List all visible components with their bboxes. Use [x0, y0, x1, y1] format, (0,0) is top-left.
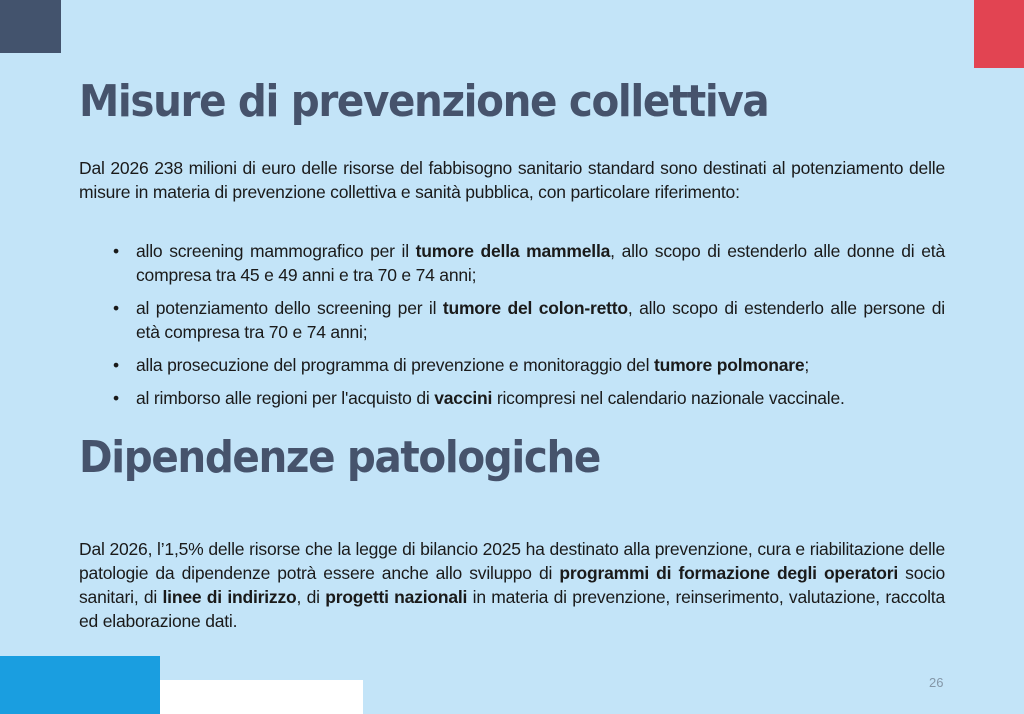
bullet-icon: • — [113, 241, 119, 261]
list-item-text: al rimborso alle regioni per l'acquisto di — [136, 388, 435, 408]
addictions-paragraph — [79, 537, 945, 633]
bullet-icon: • — [113, 298, 119, 318]
list-item-highlight: tumore del colon-retto — [442, 298, 628, 318]
list-item-text: alla prosecuzione del programma di prevenzione e monitoraggio del — [136, 355, 654, 375]
footer-band-white — [160, 680, 363, 714]
paragraph-text: , di — [296, 587, 326, 607]
list-item-text: , allo scopo di estenderlo alle persone di età compresa tra 70 e 74 anni; — [136, 298, 945, 342]
paragraph-text: socio sanitari, di — [79, 563, 945, 607]
footer-band-blue — [0, 656, 160, 714]
list-item-highlight: tumore polmonare — [653, 355, 805, 375]
list-item — [113, 296, 945, 344]
list-item-highlight: vaccini — [434, 388, 493, 408]
paragraph-highlight: linee di indirizzo — [162, 587, 297, 607]
paragraph-highlight: programmi di formazione degli operatori — [559, 563, 898, 583]
corner-decoration-top-left — [0, 0, 61, 53]
list-item — [113, 386, 945, 410]
paragraph-text: in materia di prevenzione, reinserimento, valutazione, raccolta ed elaborazione dati. — [79, 587, 946, 631]
prevention-intro-paragraph: Dal 2026 238 milioni di euro delle risorse del fabbisogno sanitario standard sono destinati al potenziamento delle misure in materia di prevenzione collettiva e sanità pubblica, con particolare riferimento: — [79, 158, 945, 202]
list-item-text: al potenziamento dello screening per il — [136, 298, 443, 318]
prevention-bullet-list — [113, 239, 945, 419]
list-item-text: allo screening mammografico per il — [136, 241, 416, 261]
corner-decoration-top-right — [974, 0, 1024, 68]
bullet-icon: • — [113, 388, 119, 408]
list-item-text: , allo scopo di estenderlo alle donne di età compresa tra 45 e 49 anni e tra 70 e 74 anni; — [136, 241, 945, 285]
section-title-addictions: Dipendenze patologiche — [79, 432, 600, 483]
bullet-icon: • — [113, 355, 119, 375]
paragraph-highlight: progetti nazionali — [325, 587, 468, 607]
list-item-text: ; — [804, 355, 810, 375]
page-number: 26 — [929, 675, 944, 690]
list-item-highlight: tumore della mammella — [415, 241, 611, 261]
section-title-prevention: Misure di prevenzione collettiva — [79, 76, 769, 127]
paragraph-text: Dal 2026, l’1,5% delle risorse che la legge di bilancio 2025 ha destinato alla prevenzione, cura e riabilitazione delle patologie da dipendenze potrà essere anche allo sviluppo di — [79, 539, 945, 583]
list-item — [113, 239, 945, 287]
list-item-text: ricompresi nel calendario nazionale vaccinale. — [492, 388, 845, 408]
list-item — [113, 353, 945, 377]
